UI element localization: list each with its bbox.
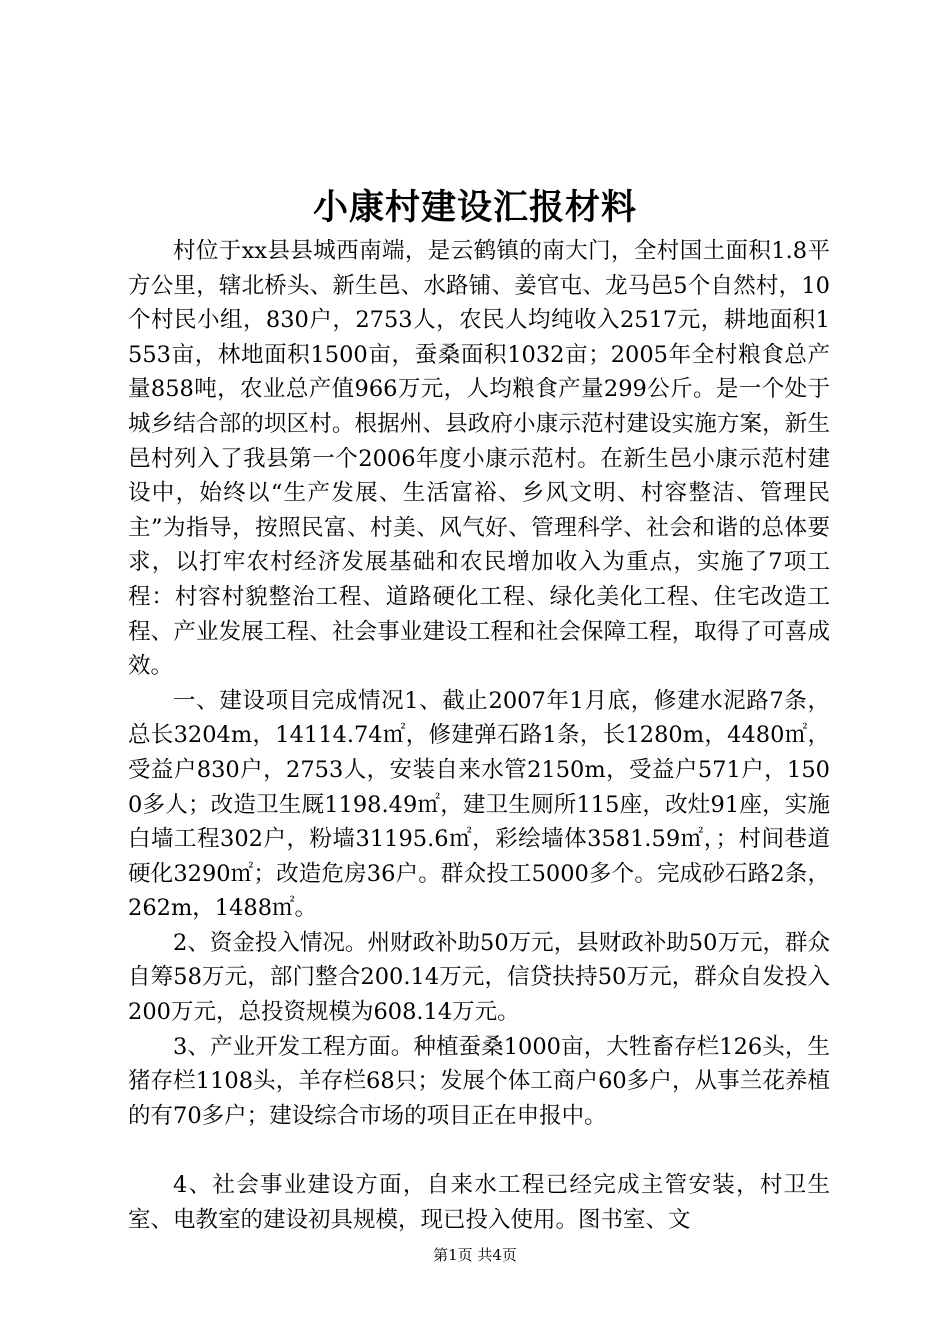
paragraph-intro: 村位于xx县县城西南端，是云鹤镇的南大门，全村国土面积1.8平方公里，辖北桥头、新生邑、水路铺、姜官屯、龙马邑5个自然村，10个村民小组，830户，2753人，农民人均纯收入2517元，耕地面积1553亩，林地面积1500亩，蚕桑面积1032亩；2005年全村粮食总产量858吨，农业总产值966万元，人均粮食产量299公斤。是一个处于城乡结合部的坝区村。根据州、县政府小康示范村建设实施方案，新生邑村列入了我县第一个2006年度小康示范村。在新生邑小康示范村建设中，始终以“生产发展、生活富裕、乡风文明、村容整洁、管理民主”为指导，按照民富、村美、风气好、管理科学、社会和谐的总体要求，以打牢农村经济发展基础和农民增加收入为重点，实施了7项工程：村容村貌整治工程、道路硬化工程、绿化美化工程、住宅改造工程、产业发展工程、社会事业建设工程和社会保障工程，取得了可喜成效。 <box>128 238 830 680</box>
paragraph-industry-development: 3、产业开发工程方面。种植蚕桑1000亩，大牲畜存栏126头，生猪存栏1108头，羊存栏68只；发展个体工商户60多户，从事兰花养植的有70多户；建设综合市场的项目正在申报中。 <box>128 1033 830 1129</box>
paragraph-social-undertakings: 4、社会事业建设方面，自来水工程已经完成主管安装，村卫生室、电教室的建设初具规模，现已投入使用。图书室、文 <box>128 1172 830 1233</box>
page-footer: 第1页 共4页 <box>433 1246 517 1264</box>
document-body <box>128 234 830 1237</box>
paragraph-project-completion: 一、建设项目完成情况1、截止2007年1月底，修建水泥路7条，总长3204m，14114.74㎡，修建弹石路1条，长1280m，4480㎡，受益户830户，2753人，安装自来水管2150m，受益户571户，1500多人；改造卫生厩1198.49㎡，建卫生厕所115座，改灶91座，实施白墙工程302户，粉墙31195.6㎡，彩绘墙体3581.59㎡，；村间巷道硬化3290㎡；改造危房36户。群众投工5000多个。完成砂石路2条，262m，1488㎡。 <box>128 687 830 922</box>
paragraph-fund-investment: 2、资金投入情况。州财政补助50万元，县财政补助50万元，群众自筹58万元，部门整合200.14万元，信贷扶持50万元，群众自发投入200万元，总投资规模为608.14万元。 <box>128 929 830 1026</box>
document-title: 小康村建设汇报材料 <box>312 187 637 228</box>
